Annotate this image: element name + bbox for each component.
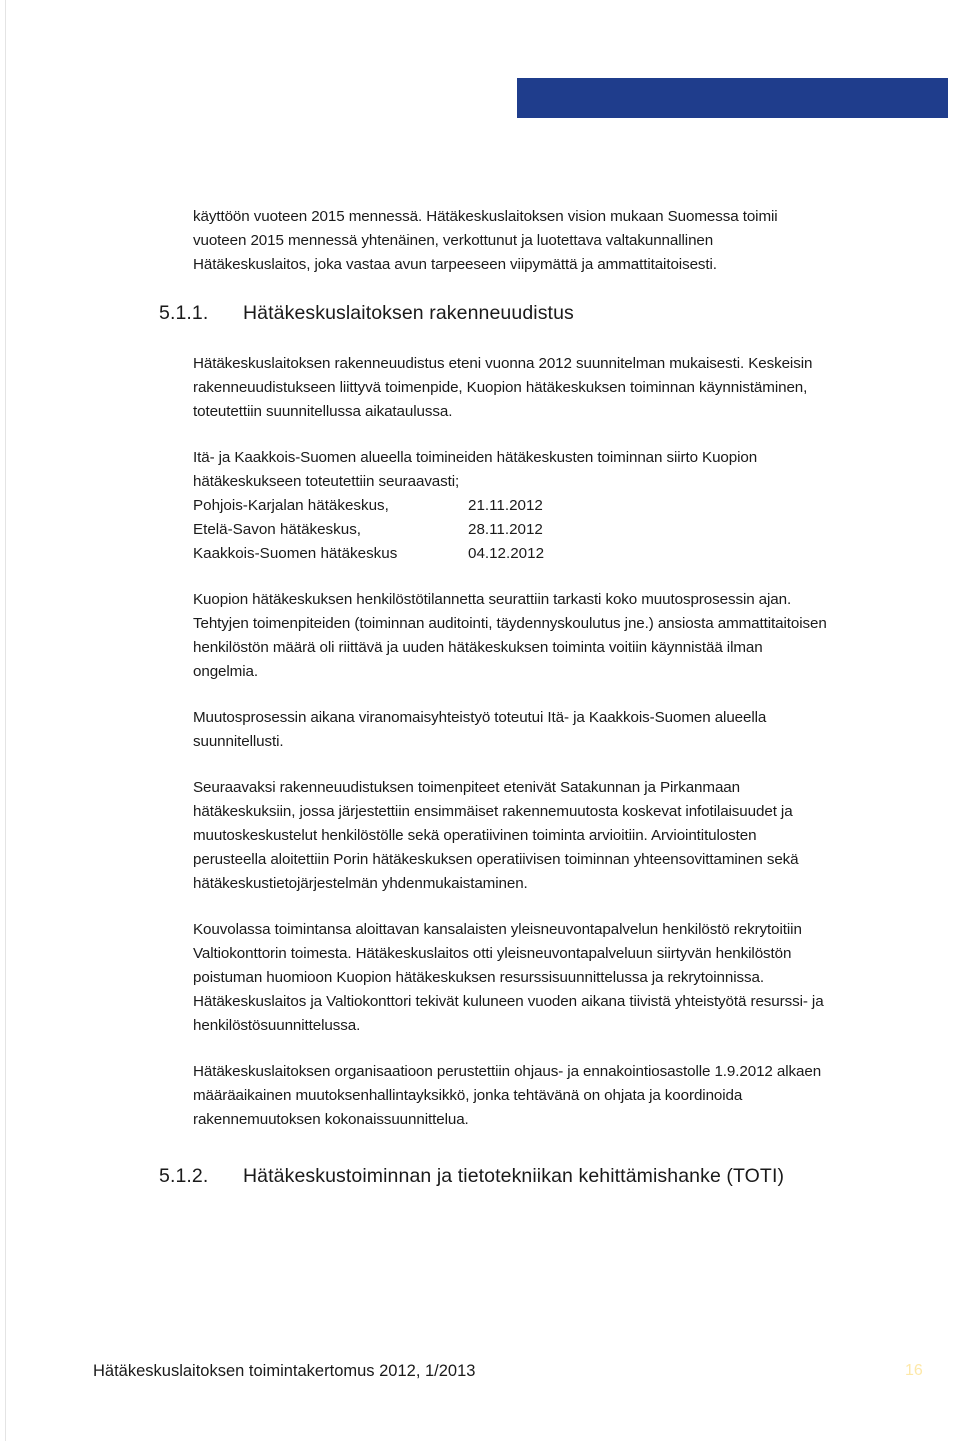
section-1-body: [193, 352, 928, 1132]
footer-document-title: Hätäkeskuslaitoksen toimintakertomus 2012, 1/2013: [93, 1362, 476, 1380]
text-line: suunnitellusti.: [193, 733, 284, 750]
table-row: [193, 518, 544, 542]
text-line: käyttöön vuoteen 2015 mennessä. Hätäkeskuslaitoksen vision mukaan Suomessa toimii: [193, 208, 778, 225]
text-line: määräaikainen muutoksenhallintayksikkö, jonka tehtävänä on ohjata ja koordinoida: [193, 1087, 743, 1104]
text-line: rakenneuudistukseen liittyvä toimenpide, Kuopion hätäkeskuksen toiminnan käynnistäminen,: [193, 379, 808, 396]
paragraph: [193, 776, 928, 896]
page-number: 16: [905, 1362, 923, 1379]
text-line: Hätäkeskuslaitos ja Valtiokonttori tekivät kuluneen vuoden aikana tiivistä yhteistyötä resurssi- ja: [193, 993, 824, 1010]
center-name: Kaakkois-Suomen hätäkeskus: [193, 545, 398, 562]
text-line: Hätäkeskuslaitoksen rakenneuudistus eteni vuonna 2012 suunnitelman mukaisesti. Keskeisin: [193, 355, 813, 372]
body-text-top: [193, 205, 928, 277]
paragraph: [193, 446, 928, 494]
text-line: rakennemuutoksen kokonaissuunnittelua.: [193, 1111, 469, 1128]
center-name: Etelä-Savon hätäkeskus,: [193, 521, 362, 538]
transfer-date: 04.12.2012: [468, 545, 545, 562]
paragraph: [193, 588, 928, 684]
section-heading-5-1-2: [159, 1163, 784, 1189]
text-line: henkilöstösuunnittelussa.: [193, 1017, 361, 1034]
text-line: toteutettiin suunnitellussa aikataulussa.: [193, 403, 453, 420]
text-line: hätäkeskustietojärjestelmän yhdenmukaistaminen.: [193, 875, 528, 892]
text-line: Itä- ja Kaakkois-Suomen alueella toimineiden hätäkeskusten toiminnan siirto Kuopion: [193, 449, 758, 466]
paragraph: [193, 706, 928, 754]
intro-paragraph: [193, 205, 928, 277]
text-line: hätäkeskukseen toteutettiin seuraavasti;: [193, 473, 460, 490]
page-edge-line: [5, 0, 6, 1441]
text-line: Hätäkeskuslaitoksen organisaatioon perustettiin ohjaus- ja ennakointiosastolle 1.9.2012 alkaen: [193, 1063, 822, 1080]
section-number: 5.1.1.: [159, 302, 209, 324]
paragraph: [193, 352, 928, 424]
table-row: [193, 494, 544, 518]
text-line: Kuopion hätäkeskuksen henkilöstötilannetta seurattiin tarkasti koko muutosprosessin ajan.: [193, 591, 792, 608]
center-name: Pohjois-Karjalan hätäkeskus,: [193, 497, 389, 514]
section-title: Hätäkeskuslaitoksen rakenneuudistus: [243, 302, 574, 324]
text-line: henkilöstön määrä oli riittävä ja uuden hätäkeskuksen toiminta voitiin käynnistää ilman: [193, 639, 763, 656]
text-line: ongelmia.: [193, 663, 258, 680]
text-line: perusteella aloitettiin Porin hätäkeskuksen operatiivisen toiminnan yhteensovittaminen sekä: [193, 851, 799, 868]
transfer-date: 21.11.2012: [468, 497, 543, 514]
section-title: Hätäkeskustoiminnan ja tietotekniikan kehittämishanke (TOTI): [243, 1165, 785, 1187]
text-line: Hätäkeskuslaitos, joka vastaa avun tarpeeseen viipymättä ja ammattitaitoisesti.: [193, 256, 717, 273]
section-heading-5-1-1: [159, 300, 574, 326]
text-line: Valtiokonttorin toimesta. Hätäkeskuslaitos otti yleisneuvontapalveluun siirtyvän henkilöstön: [193, 945, 792, 962]
table-row: [193, 542, 544, 566]
text-line: hätäkeskuksiin, jossa järjestettiin ensimmäiset rakennemuutosta koskevat infotilaisuudet ja: [193, 803, 793, 820]
text-line: Seuraavaksi rakenneuudistuksen toimenpiteet etenivät Satakunnan ja Pirkanmaan: [193, 779, 740, 796]
text-line: Muutosprosessin aikana viranomaisyhteistyö toteutui Itä- ja Kaakkois-Suomen alueella: [193, 709, 767, 726]
section-number: 5.1.2.: [159, 1165, 209, 1187]
text-line: vuoteen 2015 mennessä yhtenäinen, verkottunut ja luotettava valtakunnallinen: [193, 232, 714, 249]
text-line: poistuman huomioon Kuopion hätäkeskuksen resurssisuunnittelussa ja rekrytoinnissa.: [193, 969, 764, 986]
text-line: Tehtyjen toimenpiteiden (toiminnan auditointi, täydennyskoulutus jne.) ansiosta ammattitaitoisen: [193, 615, 827, 632]
header-color-bar: [517, 78, 948, 118]
transfer-date: 28.11.2012: [468, 521, 543, 538]
paragraph: [193, 1060, 928, 1132]
text-line: Kouvolassa toimintansa aloittavan kansalaisten yleisneuvontapalvelun henkilöstö rekrytoitiin: [193, 921, 802, 938]
paragraph: [193, 918, 928, 1038]
transfer-schedule-table: [193, 494, 544, 566]
text-line: muutoskeskustelut henkilöstölle sekä operatiivinen toiminta arvioitiin. Arviointitulosten: [193, 827, 757, 844]
